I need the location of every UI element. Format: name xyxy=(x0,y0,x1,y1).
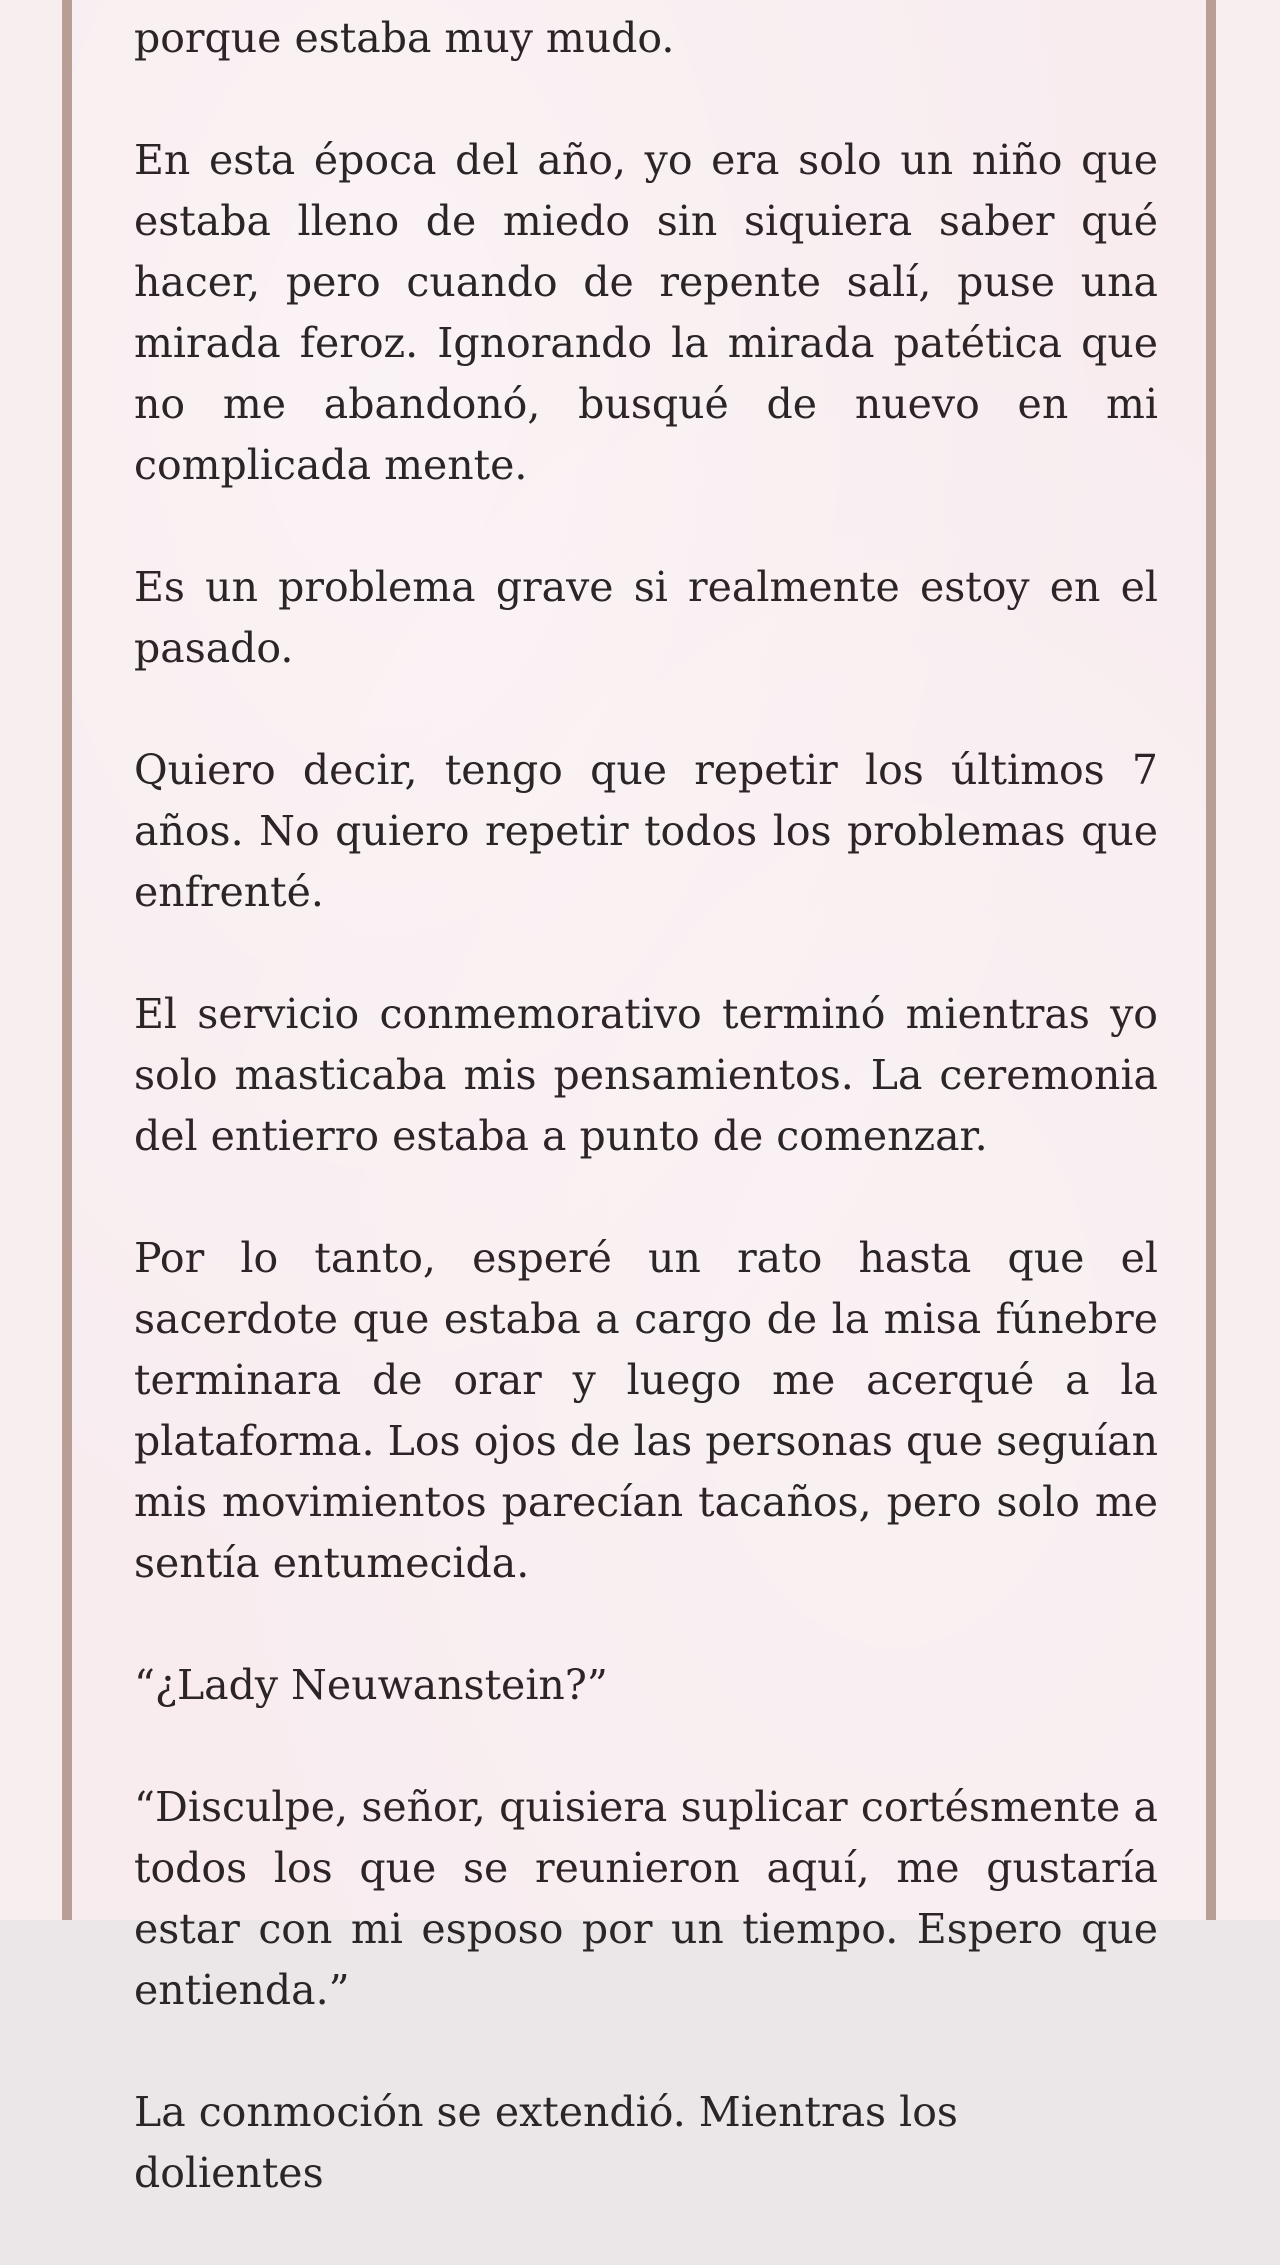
paragraph: La conmoción se extendió. Mientras los dolientes xyxy=(134,2088,958,2197)
right-border xyxy=(1206,0,1216,1920)
left-margin xyxy=(0,0,62,1920)
paragraph: porque estaba muy mudo. xyxy=(134,14,675,62)
paragraph: Por lo tanto, esperé un rato hasta que el sacerdote que estaba a cargo de la misa fúnebre terminara de orar y luego me acerqué a la plataforma. Los ojos de las personas que seguían mis movimientos parecían tacaños, pero solo me sentía entumecida. xyxy=(134,1234,1158,1587)
dialogue-line: “Disculpe, señor, quisiera suplicar cortésmente a todos los que se reunieron aquí, me gustaría estar con mi esposo por un tiempo. Espero que entienda.” xyxy=(134,1783,1158,2014)
dialogue-line: “¿Lady Neuwanstein?” xyxy=(134,1661,608,1709)
right-margin xyxy=(1216,0,1280,1920)
paragraph: Quiero decir, tengo que repetir los últimos 7 años. No quiero repetir todos los problemas que enfrenté. xyxy=(134,746,1158,916)
paragraph: En esta época del año, yo era solo un niño que estaba lleno de miedo sin siquiera saber qué hacer, pero cuando de repente salí, puse una mirada feroz. Ignorando la mirada patética que no me abandonó, busqué de nuevo en mi complicada mente. xyxy=(134,136,1158,489)
left-border xyxy=(62,0,72,1920)
chapter-text xyxy=(134,0,1158,2265)
paragraph: Es un problema grave si realmente estoy en el pasado. xyxy=(134,563,1158,672)
paragraph: El servicio conmemorativo terminó mientras yo solo masticaba mis pensamientos. La ceremonia del entierro estaba a punto de comenzar. xyxy=(134,990,1158,1160)
